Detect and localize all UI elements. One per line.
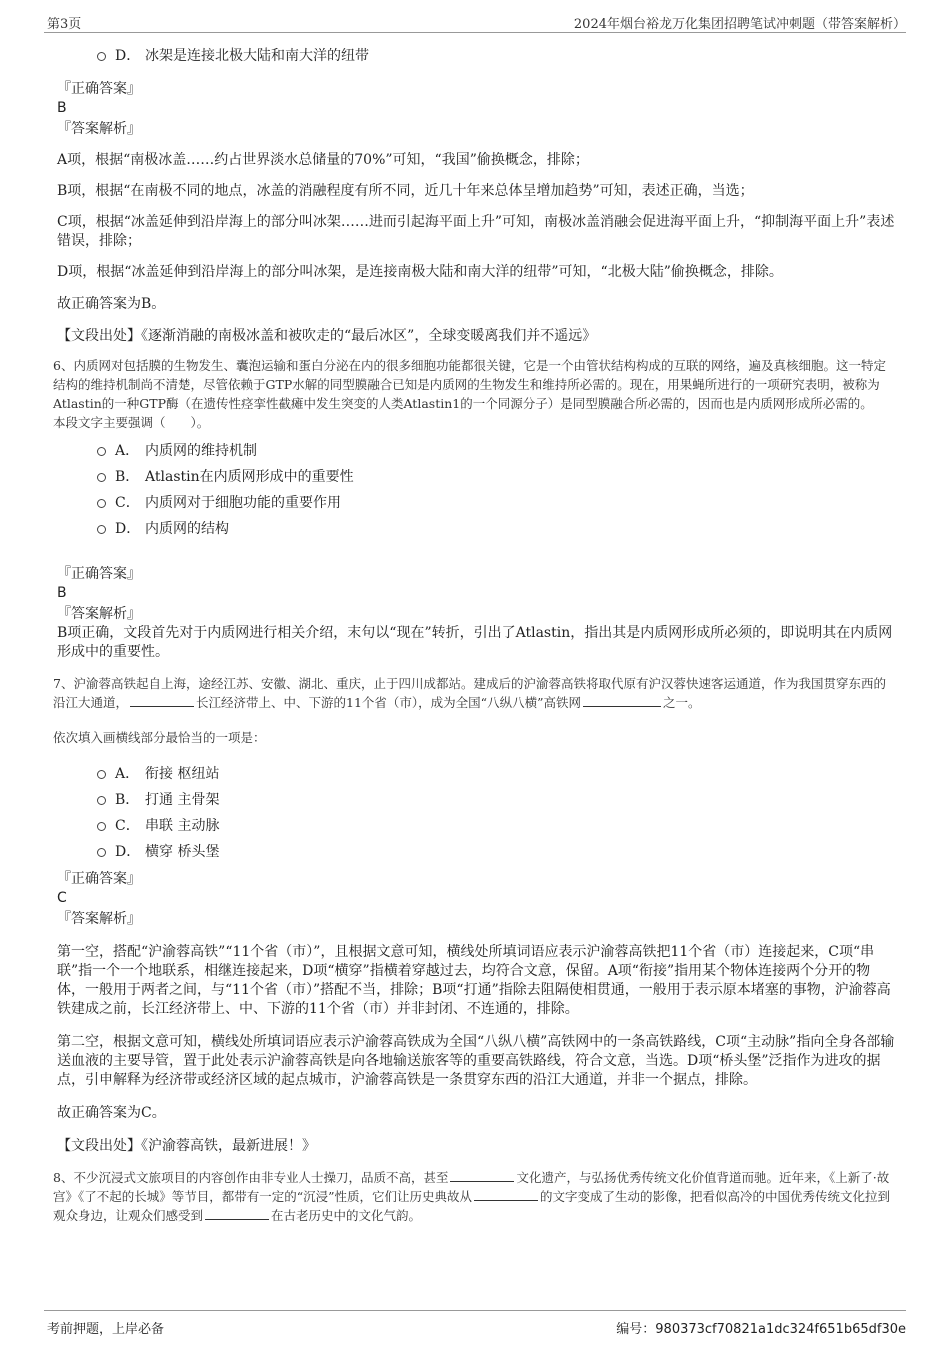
radio-icon[interactable] bbox=[97, 770, 106, 779]
q5-analysis-c: C项，根据“冰盖延伸到沿岸海上的部分叫冰架……进而引起海平面上升”可知，南极冰盖消融会促进海平面上升，“抑制海平面上升”表述错误，排除； bbox=[57, 214, 895, 249]
q5-source: 【文段出处】《逐渐消融的南极冰盖和被吹走的“最后冰区”，全球变暖离我们并不遥远》 bbox=[57, 328, 597, 344]
radio-icon[interactable] bbox=[97, 499, 106, 508]
q7-option-c[interactable]: C． 串联 主动脉 bbox=[57, 813, 897, 839]
radio-icon[interactable] bbox=[97, 796, 106, 805]
blank-2 bbox=[583, 694, 661, 707]
q7-analysis-label: 『答案解析』 bbox=[57, 911, 141, 927]
q7-answer: C bbox=[57, 890, 67, 906]
q7-options bbox=[57, 761, 897, 865]
footer-divider bbox=[44, 1310, 906, 1311]
radio-icon[interactable] bbox=[97, 473, 106, 482]
q7-option-a[interactable]: A． 衔接 枢纽站 bbox=[57, 761, 897, 787]
q7-option-b[interactable]: B． 打通 主骨架 bbox=[57, 787, 897, 813]
q6-option-d[interactable]: D． 内质网的结构 bbox=[57, 516, 897, 542]
page-header bbox=[0, 0, 950, 34]
q6-prompt: 本段文字主要强调（ ）。 bbox=[53, 415, 210, 430]
page-number: 第3页 bbox=[47, 17, 82, 32]
q6-analysis-label: 『答案解析』 bbox=[57, 606, 141, 622]
radio-icon[interactable] bbox=[97, 848, 106, 857]
q7-stem: 7、沪渝蓉高铁起自上海，途经江苏、安徽、湖北、重庆，止于四川成都站。建成后的沪渝蓉高铁将取代原有沪汉蓉快速客运通道，作为我国贯穿东西的沿江大通道， 长江经济带上、中、下游的11个省（市），成为全国“八纵八横”高铁网 之一。 bbox=[53, 676, 886, 710]
blank-3 bbox=[205, 1207, 269, 1220]
q8-stem: 8、不少沉浸式文旅项目的内容创作由非专业人士操刀，品质不高，甚至 文化遗产，与弘扬优秀传统文化价值背道而驰。近年来，《上新了·故宫》《了不起的长城》等节目，都带有一定的“沉浸”性质，它们让历史典故从 的文字变成了生动的影像，把看似高冷的中国优秀传统文化拉到观众身边，让观众们感受到 在古老历史中的文化气韵。 bbox=[53, 1170, 891, 1223]
document-body bbox=[53, 40, 897, 1225]
page-footer bbox=[0, 1308, 950, 1345]
blank-2 bbox=[474, 1188, 538, 1201]
q5-answer: B bbox=[57, 100, 67, 116]
radio-icon[interactable] bbox=[97, 447, 106, 456]
footer-slogan: 考前押题，上岸必备 bbox=[47, 1322, 165, 1337]
radio-icon[interactable] bbox=[97, 52, 106, 61]
q5-analysis-a: A项，根据“南极冰盖……约占世界淡水总储量的70%”可知，“我国”偷换概念，排除； bbox=[57, 152, 589, 168]
q6-option-b[interactable]: B． Atlastin在内质网形成中的重要性 bbox=[57, 464, 897, 490]
q6-option-c[interactable]: C． 内质网对于细胞功能的重要作用 bbox=[57, 490, 897, 516]
q6-answer-label: 『正确答案』 bbox=[57, 566, 141, 582]
q7-conclusion: 故正确答案为C。 bbox=[57, 1105, 166, 1121]
q6-answer: B bbox=[57, 585, 67, 601]
q5-analysis-b: B项，根据“在南极不同的地点，冰盖的消融程度有所不同，近几十年来总体呈增加趋势”可知，表述正确，当选； bbox=[57, 183, 754, 199]
q5-conclusion: 故正确答案为B。 bbox=[57, 296, 166, 312]
q7-analysis-1: 第一空，搭配“沪渝蓉高铁”“11个省（市）”，且根据文意可知，横线处所填词语应表示沪渝蓉高铁把11个省（市）连接起来，C项“串联”指一个一个地联系，相继连接起来，D项“横穿”指横着穿越过去，均符合文意，保留。A项“衔接”指用某个物体连接两个分开的物体，一般用于两者之间，与“11个省（市）”搭配不当，排除；B项“打通”指除去阻隔使相贯通，一般用于表示原本堵塞的事物，沪渝蓉高铁建成之前，长江经济带上、中、下游的11个省（市）并非封闭、不连通的，排除。 bbox=[57, 944, 891, 1017]
q6-option-a[interactable]: A． 内质网的维持机制 bbox=[57, 438, 897, 464]
q5-analysis-d: D项，根据“冰盖延伸到沿岸海上的部分叫冰架，是连接南极大陆和南大洋的纽带”可知，“北极大陆”偷换概念，排除。 bbox=[57, 264, 783, 280]
q7-prompt: 依次填入画横线部分最恰当的一项是： bbox=[53, 730, 266, 745]
q6-analysis: B项正确，文段首先对于内质网进行相关介绍，末句以“现在”转折，引出了Atlastin，指出其是内质网形成所必须的，即说明其在内质网形成中的重要性。 bbox=[57, 625, 893, 660]
radio-icon[interactable] bbox=[97, 822, 106, 831]
q7-analysis-2: 第二空，根据文意可知，横线处所填词语应表示沪渝蓉高铁成为全国“八纵八横”高铁网中的一条高铁路线，C项“主动脉”指向全身各部输送血液的主要导管，置于此处表示沪渝蓉高铁是向各地输送旅客等的重要高铁路线，符合文意，当选。D项“桥头堡”泛指作为进攻的据点，引申解释为经济带或经济区域的起点城市，沪渝蓉高铁是一条贯穿东西的沿江大通道，并非一个据点，排除。 bbox=[57, 1034, 895, 1088]
q6-stem: 6、内质网对包括膜的生物发生、囊泡运输和蛋白分泌在内的很多细胞功能都很关键，它是一个由管状结构构成的互联的网络，遍及真核细胞。这一特定结构的维持机制尚不清楚，尽管依赖于GTP水解的同型膜融合已知是内质网的生物发生和维持所必需的。现在，用果蝇所进行的一项研究表明，被称为Atlastin的一种GTP酶（在遗传性痉挛性截瘫中发生突变的人类Atlastin1的一个同源分子）是同型膜融合所必需的，因而也是内质网形成所必需的。 bbox=[53, 358, 886, 411]
document-code: 编号：980373cf70821a1dc324f651b65df30e bbox=[616, 1322, 906, 1337]
document-title: 2024年烟台裕龙万化集团招聘笔试冲刺题（带答案解析） bbox=[573, 17, 906, 32]
q5-analysis-label: 『答案解析』 bbox=[57, 121, 141, 137]
blank-1 bbox=[450, 1169, 514, 1182]
q7-option-d[interactable]: D． 横穿 桥头堡 bbox=[57, 839, 897, 865]
header-divider bbox=[44, 32, 906, 33]
q7-answer-label: 『正确答案』 bbox=[57, 871, 141, 887]
q5-answer-label: 『正确答案』 bbox=[57, 81, 141, 97]
radio-icon[interactable] bbox=[97, 525, 106, 534]
blank-1 bbox=[130, 694, 194, 707]
q7-source: 【文段出处】《沪渝蓉高铁，最新进展！》 bbox=[57, 1138, 316, 1154]
q5-option-d[interactable]: D． 冰架是连接北极大陆和南大洋的纽带 bbox=[57, 43, 897, 69]
q6-options bbox=[57, 438, 897, 542]
